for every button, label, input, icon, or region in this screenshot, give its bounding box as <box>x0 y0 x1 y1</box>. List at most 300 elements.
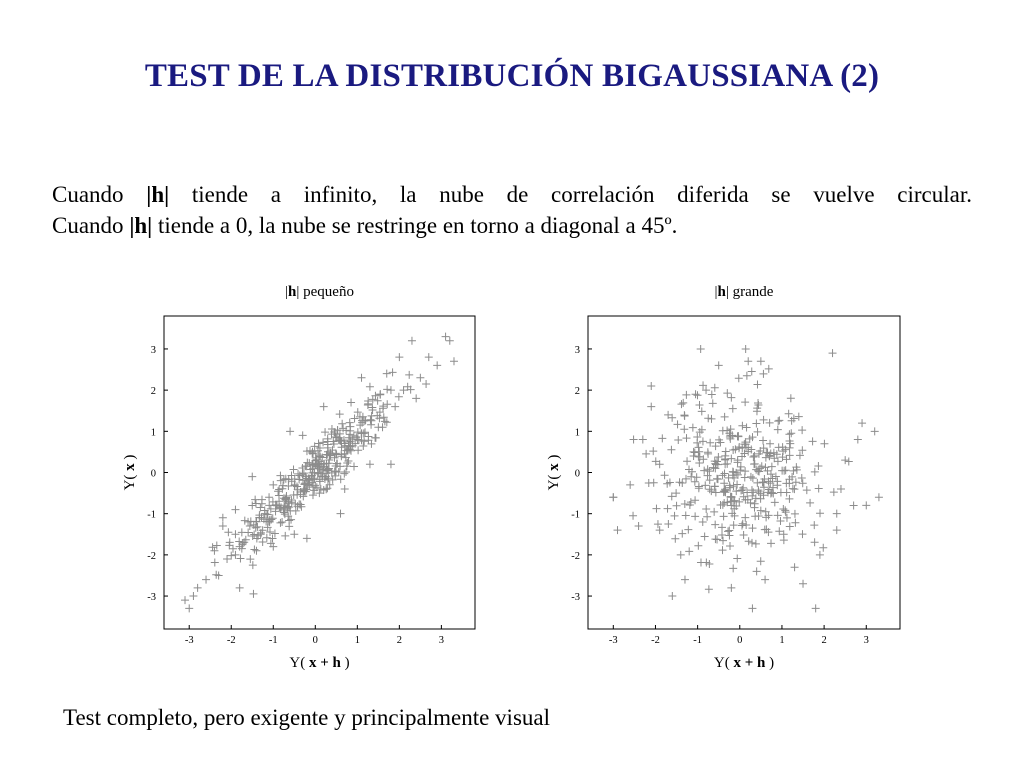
plot-frame <box>588 316 900 629</box>
scatter-point <box>202 576 210 584</box>
y-tick-label: -2 <box>147 550 156 562</box>
body-line-1-post: tiende a infinito, la nube de correlación diferida se vuelve circular. <box>169 182 972 207</box>
x-axis-label-bold: x + h <box>733 655 766 671</box>
scatter-point <box>416 374 424 382</box>
scatter-point <box>718 531 726 539</box>
scatter-point <box>231 530 239 538</box>
scatter-point <box>720 512 728 520</box>
scatter-point <box>729 405 737 413</box>
scatter-point <box>704 450 712 458</box>
scatter-point <box>320 403 328 411</box>
scatter-point <box>359 442 367 450</box>
scatter-point <box>342 468 350 476</box>
scatter-point <box>814 462 822 470</box>
scatter-point <box>719 546 727 554</box>
scatter-point <box>683 457 691 465</box>
scatter-point <box>749 474 757 482</box>
scatter-point <box>819 544 827 552</box>
scatter-point <box>252 547 260 555</box>
scatter-point <box>753 567 761 575</box>
scatter-point <box>858 419 866 427</box>
scatter-point <box>340 470 348 478</box>
scatter-point <box>762 454 770 462</box>
scatter-point <box>450 357 458 365</box>
scatter-point <box>677 551 685 559</box>
x-tick-label: 3 <box>438 635 445 646</box>
scatter-point <box>734 433 742 441</box>
scatter-point <box>244 528 252 536</box>
scatter-point <box>691 449 699 457</box>
scatter-point <box>759 436 767 444</box>
scatter-point <box>771 498 779 506</box>
scatter-point <box>338 420 346 428</box>
x-tick-label: 0 <box>312 635 318 646</box>
scatter-point <box>664 520 672 528</box>
chart-title-post: | pequeño <box>296 284 354 300</box>
scatter-point <box>781 506 789 514</box>
x-tick-label: -1 <box>693 635 702 646</box>
scatter-point <box>367 417 375 425</box>
scatter-point <box>642 450 650 458</box>
y-tick-label: 1 <box>150 427 156 439</box>
scatter-point <box>408 337 416 345</box>
scatter-point <box>787 429 795 437</box>
scatter-point <box>691 512 699 520</box>
scatter-point <box>236 584 244 592</box>
scatter-point <box>812 604 820 612</box>
x-tick-label: 0 <box>737 635 743 646</box>
scatter-point <box>337 510 345 518</box>
scatter-point <box>743 372 751 380</box>
scatter-point <box>795 413 803 421</box>
scatter-point <box>285 516 293 524</box>
scatter-point <box>630 435 638 443</box>
scatter-point <box>709 399 717 407</box>
scatter-point <box>785 430 793 438</box>
scatter-point <box>774 426 782 434</box>
scatter-point <box>751 460 759 468</box>
scatter-point <box>729 564 737 572</box>
scatter-point <box>341 485 349 493</box>
scatter-point <box>809 437 817 445</box>
scatter-point <box>697 345 705 353</box>
scatter-point <box>309 491 317 499</box>
scatter-point <box>258 496 266 504</box>
y-axis-label-bold: x <box>546 463 562 471</box>
scatter-point <box>278 518 286 526</box>
scatter-point <box>682 391 690 399</box>
scatter-point <box>727 584 735 592</box>
y-axis-label-bold: x <box>122 463 138 471</box>
scatter-point <box>689 424 697 432</box>
scatter-point <box>798 530 806 538</box>
y-axis-label-post: ) <box>122 454 138 464</box>
scatter-point <box>711 535 719 543</box>
scatter-point <box>276 519 284 527</box>
scatter-point <box>674 436 682 444</box>
scatter-point <box>391 403 399 411</box>
scatter-point <box>693 391 701 399</box>
body-line-2-post: tiende a 0, la nube se restringe en torno a diagonal a 45º. <box>152 213 678 238</box>
scatter-point <box>671 512 679 520</box>
scatter-point <box>766 440 774 448</box>
scatter-point <box>664 505 672 513</box>
x-tick-label: 3 <box>863 635 869 646</box>
scatter-point <box>654 520 662 528</box>
scatter-point <box>249 590 257 598</box>
scatter-point <box>743 423 751 431</box>
y-axis-label-pre: Y( <box>122 470 138 491</box>
scatter-point <box>387 386 395 394</box>
scatter-point <box>265 493 273 501</box>
y-axis-label-post: ) <box>546 454 562 464</box>
scatter-point <box>741 467 749 475</box>
scatter-point <box>744 357 752 365</box>
scatter-point <box>754 428 762 436</box>
scatter-point <box>290 466 298 474</box>
scatter-point <box>629 512 637 520</box>
x-tick-label: -2 <box>651 635 660 646</box>
x-axis-label <box>289 655 349 671</box>
scatter-point <box>738 521 746 529</box>
scatter-point <box>721 460 729 468</box>
scatter-point <box>294 470 302 478</box>
scatter-point <box>774 417 782 425</box>
scatter-point <box>691 496 699 504</box>
scatter-point <box>231 506 239 514</box>
scatter-point <box>745 537 753 545</box>
scatter-points <box>181 333 458 613</box>
x-tick-label: 2 <box>821 635 827 646</box>
scatter-point <box>696 401 704 409</box>
x-tick-label: -2 <box>226 635 236 646</box>
body-line-1-bold: |h| <box>146 182 170 207</box>
scatter-point <box>422 380 430 388</box>
body-line-2-pre: Cuando <box>52 213 130 238</box>
scatter-point <box>704 465 712 473</box>
scatter-point <box>726 481 734 489</box>
scatter-point <box>227 552 235 560</box>
scatter-point <box>810 521 818 529</box>
scatter-point <box>721 413 729 421</box>
scatter-point <box>400 386 408 394</box>
scatter-point <box>705 585 713 593</box>
scatter-point <box>639 436 647 444</box>
scatter-point <box>757 557 765 565</box>
scatter-point <box>219 522 227 530</box>
scatter-point <box>718 523 726 531</box>
scatter-point <box>735 374 743 382</box>
scatter-point <box>790 485 798 493</box>
scatter-point <box>209 543 217 551</box>
scatter-point <box>614 526 622 534</box>
footer-text: Test completo, pero exigente y principalmente visual <box>63 705 550 730</box>
scatter-point <box>694 542 702 550</box>
scatter-point <box>753 381 761 389</box>
scatter-point <box>787 394 795 402</box>
scatter-point <box>679 399 687 407</box>
scatter-point <box>816 509 824 517</box>
chart-title <box>285 284 354 300</box>
scatter-point <box>292 507 300 515</box>
scatter-point <box>248 473 256 481</box>
scatter-point <box>695 443 703 451</box>
scatter-point <box>803 486 811 494</box>
scatter-point <box>786 523 794 531</box>
y-tick-label: -3 <box>571 592 580 604</box>
scatter-point <box>707 487 715 495</box>
scatter-point <box>715 361 723 369</box>
scatter-point <box>754 399 762 407</box>
scatter-point <box>395 393 403 401</box>
scatter-point <box>668 592 676 600</box>
scatter-point <box>337 475 345 483</box>
scatter-point <box>678 530 686 538</box>
scatter-point <box>752 540 760 548</box>
scatter-point <box>389 368 397 376</box>
scatter-point <box>347 399 355 407</box>
body-line-1-pre: Cuando <box>52 182 147 207</box>
scatter-point <box>395 353 403 361</box>
scatter-point <box>752 419 760 427</box>
scatter-point <box>816 551 824 559</box>
scatter-point <box>798 426 806 434</box>
scatter-point <box>875 493 883 501</box>
x-axis-label <box>714 655 774 671</box>
scatter-point <box>701 533 709 541</box>
x-axis-label-bold: x + h <box>308 655 341 671</box>
scatter-point <box>246 522 254 530</box>
scatter-point <box>223 555 231 563</box>
scatter-point <box>759 370 767 378</box>
scatter-point <box>693 473 701 481</box>
scatter-point <box>647 382 655 390</box>
scatter-point <box>711 521 719 529</box>
scatter-point <box>767 539 775 547</box>
chart-title-post: | grande <box>725 284 774 300</box>
scatter-point <box>683 434 691 442</box>
scatter-point <box>733 555 741 563</box>
scatter-point <box>725 526 733 534</box>
y-tick-label: 1 <box>574 427 580 439</box>
scatter-point <box>854 436 862 444</box>
scatter-point <box>650 479 658 487</box>
scatter-point <box>820 440 828 448</box>
scatter-point <box>652 505 660 513</box>
scatter-point <box>815 485 823 493</box>
x-axis-label-pre: Y( <box>713 655 734 671</box>
scatter-point <box>706 476 714 484</box>
scatter-point <box>685 547 693 555</box>
scatter-point <box>790 414 798 422</box>
body-line-2-bold: |h| <box>129 213 153 238</box>
chart-title <box>715 284 774 300</box>
scatter-point <box>697 558 705 566</box>
scatter-point <box>799 580 807 588</box>
scatter-point <box>673 502 681 510</box>
scatter-point <box>185 604 193 612</box>
scatter-point <box>383 370 391 378</box>
scatter-point <box>747 473 755 481</box>
scatter-point <box>682 475 690 483</box>
scatter-point <box>845 458 853 466</box>
scatter-point <box>656 526 664 534</box>
scatter-point <box>350 462 358 470</box>
scatter-point <box>811 468 819 476</box>
y-axis-label-pre: Y( <box>546 470 562 491</box>
scatter-point <box>710 508 718 516</box>
scatter-point <box>751 512 759 520</box>
scatter-point <box>626 481 634 489</box>
scatter-point <box>806 499 814 507</box>
scatter-point <box>211 558 219 566</box>
scatter-point <box>712 442 720 450</box>
chart-title-bold: h <box>717 284 726 300</box>
scatter-point <box>269 481 277 489</box>
scatter-points <box>609 345 883 612</box>
chart-title-bold: h <box>288 284 297 300</box>
scatter-point <box>791 510 799 518</box>
y-tick-label: 2 <box>150 386 156 398</box>
scatter-point <box>219 514 227 522</box>
scatter-point <box>730 521 738 529</box>
scatter-point <box>699 437 707 445</box>
scatter-point <box>850 501 858 509</box>
scatter-point <box>720 479 728 487</box>
y-tick-label: -1 <box>147 509 156 521</box>
scatter-point <box>286 427 294 435</box>
scatter-point <box>706 439 714 447</box>
scatter-point <box>346 419 354 427</box>
scatter-point <box>833 526 841 534</box>
scatter-point <box>775 416 783 424</box>
scatter-point <box>649 447 657 455</box>
scatter-point <box>194 584 202 592</box>
scatter-chart-1 <box>122 284 475 671</box>
scatter-point <box>691 478 699 486</box>
scatter-point <box>700 467 708 475</box>
chart-title-pre: | <box>285 284 289 300</box>
y-tick-label: -2 <box>571 550 580 562</box>
scatter-point <box>791 563 799 571</box>
slide-title: TEST DE LA DISTRIBUCIÓN BIGAUSSIANA (2) <box>144 58 880 94</box>
scatter-point <box>699 518 707 526</box>
x-tick-label: -3 <box>184 635 194 646</box>
scatter-point <box>740 531 748 539</box>
scatter-point <box>635 522 643 530</box>
scatter-point <box>778 467 786 475</box>
scatter-point <box>748 539 756 547</box>
scatter-point <box>829 349 837 357</box>
scatter-point <box>647 403 655 411</box>
scatter-point <box>727 394 735 402</box>
scatter-point <box>757 357 765 365</box>
scatter-point <box>224 528 232 536</box>
x-axis-label-pre: Y( <box>289 655 309 671</box>
scatter-point <box>862 501 870 509</box>
x-axis-label-post: ) <box>340 655 350 671</box>
scatter-point <box>698 407 706 415</box>
scatter-point <box>671 535 679 543</box>
scatter-point <box>383 400 391 408</box>
scatter-point <box>181 596 189 604</box>
scatter-chart-2 <box>546 284 900 671</box>
x-tick-label: 2 <box>396 635 402 646</box>
y-tick-label: 2 <box>574 386 580 398</box>
scatter-point <box>721 469 729 477</box>
scatter-point <box>768 463 776 471</box>
scatter-point <box>830 488 838 496</box>
scatter-point <box>299 431 307 439</box>
scatter-point <box>425 353 433 361</box>
y-axis-label <box>122 455 138 491</box>
x-axis-label-post: ) <box>765 655 775 671</box>
y-tick-label: 0 <box>150 468 156 480</box>
scatter-point <box>442 333 450 341</box>
scatter-point <box>748 367 756 375</box>
scatter-point <box>361 428 369 436</box>
scatter-point <box>366 383 374 391</box>
scatter-point <box>354 428 362 436</box>
scatter-point <box>661 471 669 479</box>
scatter-point <box>303 534 311 542</box>
scatter-point <box>383 385 391 393</box>
scatter-point <box>765 365 773 373</box>
scatter-point <box>433 361 441 369</box>
scatter-point <box>189 592 197 600</box>
scatter-point <box>236 555 244 563</box>
scatter-point <box>667 446 675 454</box>
scatter-point <box>681 412 689 420</box>
scatter-point <box>681 576 689 584</box>
scatter-point <box>259 538 267 546</box>
scatter-point <box>387 460 395 468</box>
y-tick-label: 3 <box>574 344 580 356</box>
scatter-point <box>677 400 685 408</box>
scatter-point <box>684 526 692 534</box>
y-tick-label: -3 <box>147 592 156 604</box>
scatter-point <box>727 425 735 433</box>
scatter-point <box>290 530 298 538</box>
x-tick-label: 1 <box>354 635 360 646</box>
x-tick-label: 1 <box>779 635 785 646</box>
scatter-point <box>412 394 420 402</box>
scatter-point <box>658 434 666 442</box>
scatter-point <box>696 453 704 461</box>
scatter-point <box>788 417 796 425</box>
scatter-point <box>695 448 703 456</box>
scatter-point <box>702 505 710 513</box>
y-tick-label: -1 <box>571 509 580 521</box>
scatter-point <box>703 513 711 521</box>
scatter-point <box>253 523 261 531</box>
scatter-point <box>759 479 767 487</box>
scatter-point <box>692 390 700 398</box>
scatter-point <box>785 410 793 418</box>
y-tick-label: 0 <box>574 468 580 480</box>
scatter-point <box>680 425 688 433</box>
scatter-point <box>799 479 807 487</box>
y-axis-label <box>546 455 562 491</box>
scatter-point <box>841 456 849 464</box>
chart-title-pre: | <box>714 284 718 300</box>
scatter-point <box>871 427 879 435</box>
scatter-point <box>682 511 690 519</box>
scatter-point <box>713 475 721 483</box>
scatter-point <box>446 337 454 345</box>
scatter-point <box>346 427 354 435</box>
scatter-point <box>358 374 366 382</box>
